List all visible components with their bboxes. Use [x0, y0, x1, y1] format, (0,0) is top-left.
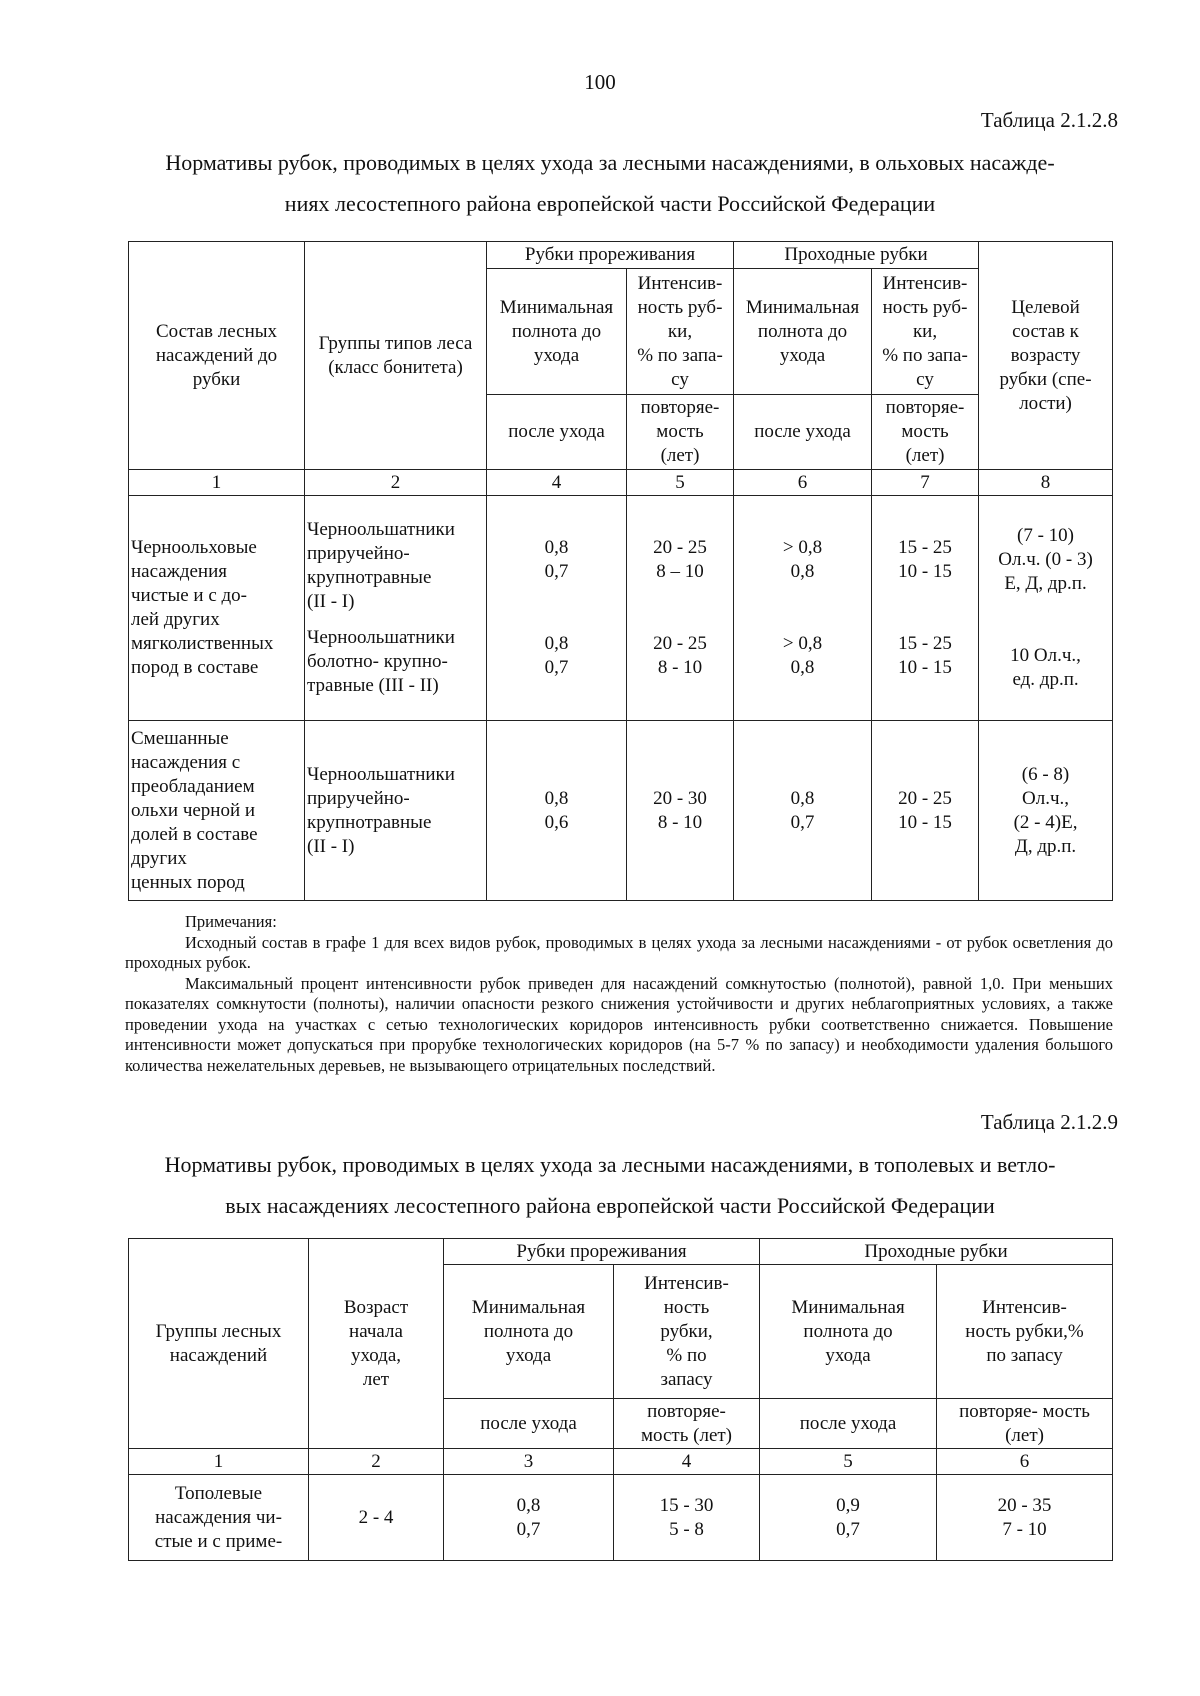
column-number: 1 [129, 470, 305, 496]
min-density-cell: 0,9 0,7 [760, 1475, 937, 1561]
header-repeat: повторяе- мость (лет) [872, 395, 979, 470]
column-number: 5 [760, 1449, 937, 1475]
header-age: Возраст начала ухода, лет [309, 1239, 444, 1449]
table-row [129, 496, 1113, 721]
column-number: 8 [979, 470, 1113, 496]
intensity-cell: 20 - 25 10 - 15 [872, 721, 979, 901]
column-number: 4 [487, 470, 627, 496]
column-number-row [129, 470, 1113, 496]
target-cell: (6 - 8) Ол.ч., (2 - 4)Е, Д, др.п. [979, 721, 1113, 901]
header-min-density: Минимальная полнота до ухода [734, 269, 872, 395]
header-passing: Проходные рубки [760, 1239, 1113, 1265]
composition-cell: Черноольховые насаждения чистые и с до- лей других мягколиственных пород в составе [129, 496, 305, 721]
table-label: Таблица 2.1.2.9 [980, 1110, 1118, 1134]
header-intensity: Интенсив- ность рубки,% по запасу [937, 1265, 1113, 1399]
age-cell: 2 - 4 [309, 1475, 444, 1561]
column-number: 6 [734, 470, 872, 496]
intensity-cell: 20 - 25 8 – 10 20 - 25 8 - 10 [627, 496, 734, 721]
table-label: Таблица 2.1.2.8 [980, 108, 1118, 132]
composition-cell: Смешанные насаждения с преобладанием ольхи черной и долей в составе других ценных пород [129, 721, 305, 901]
header-target: Целевой состав к возрасту рубки (спе- лости) [979, 242, 1113, 470]
notes [125, 912, 1113, 1076]
note-paragraph: Максимальный процент интенсивности рубок приведен для насаждений сомкнутостью (полнотой), равной 1,0. При меньших показателях сомкнутости (полноты), наличии опасности резкого снижения устойчивости и других неблагоприятных условиях, а также проведении ухода на участках с сетью технологических коридоров интенсивность рубки соответственно снижается. Повышение интенсивности может допускаться при прорубке технологических коридоров (на 5-7 % по запасу) и необходимости удаления большого количества нежелательных деревьев, не вызывающего отрицательных последствий. [125, 973, 1113, 1075]
column-number: 3 [444, 1449, 614, 1475]
group-cell: Тополевые насаждения чи- стые и с приме- [129, 1475, 309, 1561]
header-after-care: после ухода [444, 1399, 614, 1449]
header-after-care: после ухода [760, 1399, 937, 1449]
header-repeat: повторяе- мость (лет) [937, 1399, 1113, 1449]
table-row [129, 1475, 1113, 1561]
min-density-cell: > 0,8 0,8 > 0,8 0,8 [734, 496, 872, 721]
table-title-line: Нормативы рубок, проводимых в целях ухода за лесными насаждениями, в тополевых и ветло- [164, 1152, 1056, 1177]
intensity-cell: 20 - 35 7 - 10 [937, 1475, 1113, 1561]
table-title-line: Нормативы рубок, проводимых в целях ухода за лесными насаждениями, в ольховых насажде- [165, 150, 1055, 175]
intensity-cell: 15 - 30 5 - 8 [614, 1475, 760, 1561]
forest-type-cell: Черноольшатники приручейно- крупнотравные (II - I) Черноольшатники болотно- крупно- травные (III - II) [305, 496, 487, 721]
header-min-density: Минимальная полнота до ухода [487, 269, 627, 395]
column-number: 2 [309, 1449, 444, 1475]
intensity-cell: 20 - 30 8 - 10 [627, 721, 734, 901]
cutting-norms-table-poplar [128, 1238, 1113, 1561]
column-number: 1 [129, 1449, 309, 1475]
header-intensity: Интенсив- ность руб- ки, % по запа- су [872, 269, 979, 395]
column-number: 6 [937, 1449, 1113, 1475]
header-after-care: после ухода [487, 395, 627, 470]
min-density-cell: 0,8 0,7 0,8 0,7 [487, 496, 627, 721]
header-groups: Группы лесных насаждений [129, 1239, 309, 1449]
header-repeat: повторяе- мость (лет) [614, 1399, 760, 1449]
header-intensity: Интенсив- ность рубки, % по запасу [614, 1265, 760, 1399]
header-after-care: после ухода [734, 395, 872, 470]
header-repeat: повторяе- мость (лет) [627, 395, 734, 470]
column-number-row [129, 1449, 1113, 1475]
column-number: 7 [872, 470, 979, 496]
column-number: 2 [305, 470, 487, 496]
cutting-norms-table-alder [128, 241, 1113, 901]
table-title-line: вых насаждениях лесостепного района европейской части Российской Федерации [225, 1193, 995, 1218]
header-min-density: Минимальная полнота до ухода [444, 1265, 614, 1399]
column-number: 5 [627, 470, 734, 496]
header-thinning: Рубки прореживания [444, 1239, 760, 1265]
table-title-line: ниях лесостепного района европейской части Российской Федерации [284, 191, 936, 216]
intensity-cell: 15 - 25 10 - 15 15 - 25 10 - 15 [872, 496, 979, 721]
min-density-cell: 0,8 0,7 [734, 721, 872, 901]
header-min-density: Минимальная полнота до ухода [760, 1265, 937, 1399]
min-density-cell: 0,8 0,6 [487, 721, 627, 901]
table-title [110, 142, 1110, 224]
header-intensity: Интенсив- ность руб- ки, % по запа- су [627, 269, 734, 395]
table-title [110, 1144, 1110, 1226]
forest-type-cell: Черноольшатники приручейно- крупнотравные (II - I) [305, 721, 487, 901]
notes-heading: Примечания: [185, 912, 277, 931]
table-row [129, 721, 1113, 901]
page-number: 100 [584, 70, 616, 94]
header-thinning: Рубки прореживания [487, 242, 734, 269]
target-cell: (7 - 10) Ол.ч. (0 - 3) Е, Д, др.п. 10 Ол.ч., ед. др.п. [979, 496, 1113, 721]
header-composition: Состав лесных насаждений до рубки [129, 242, 305, 470]
header-forest-types: Группы типов леса (класс бонитета) [305, 242, 487, 470]
note-paragraph: Исходный состав в графе 1 для всех видов рубок, проводимых в целях ухода за лесными насаждениями - от рубок осветления до проходных рубок. [125, 932, 1113, 972]
header-passing: Проходные рубки [734, 242, 979, 269]
min-density-cell: 0,8 0,7 [444, 1475, 614, 1561]
column-number: 4 [614, 1449, 760, 1475]
